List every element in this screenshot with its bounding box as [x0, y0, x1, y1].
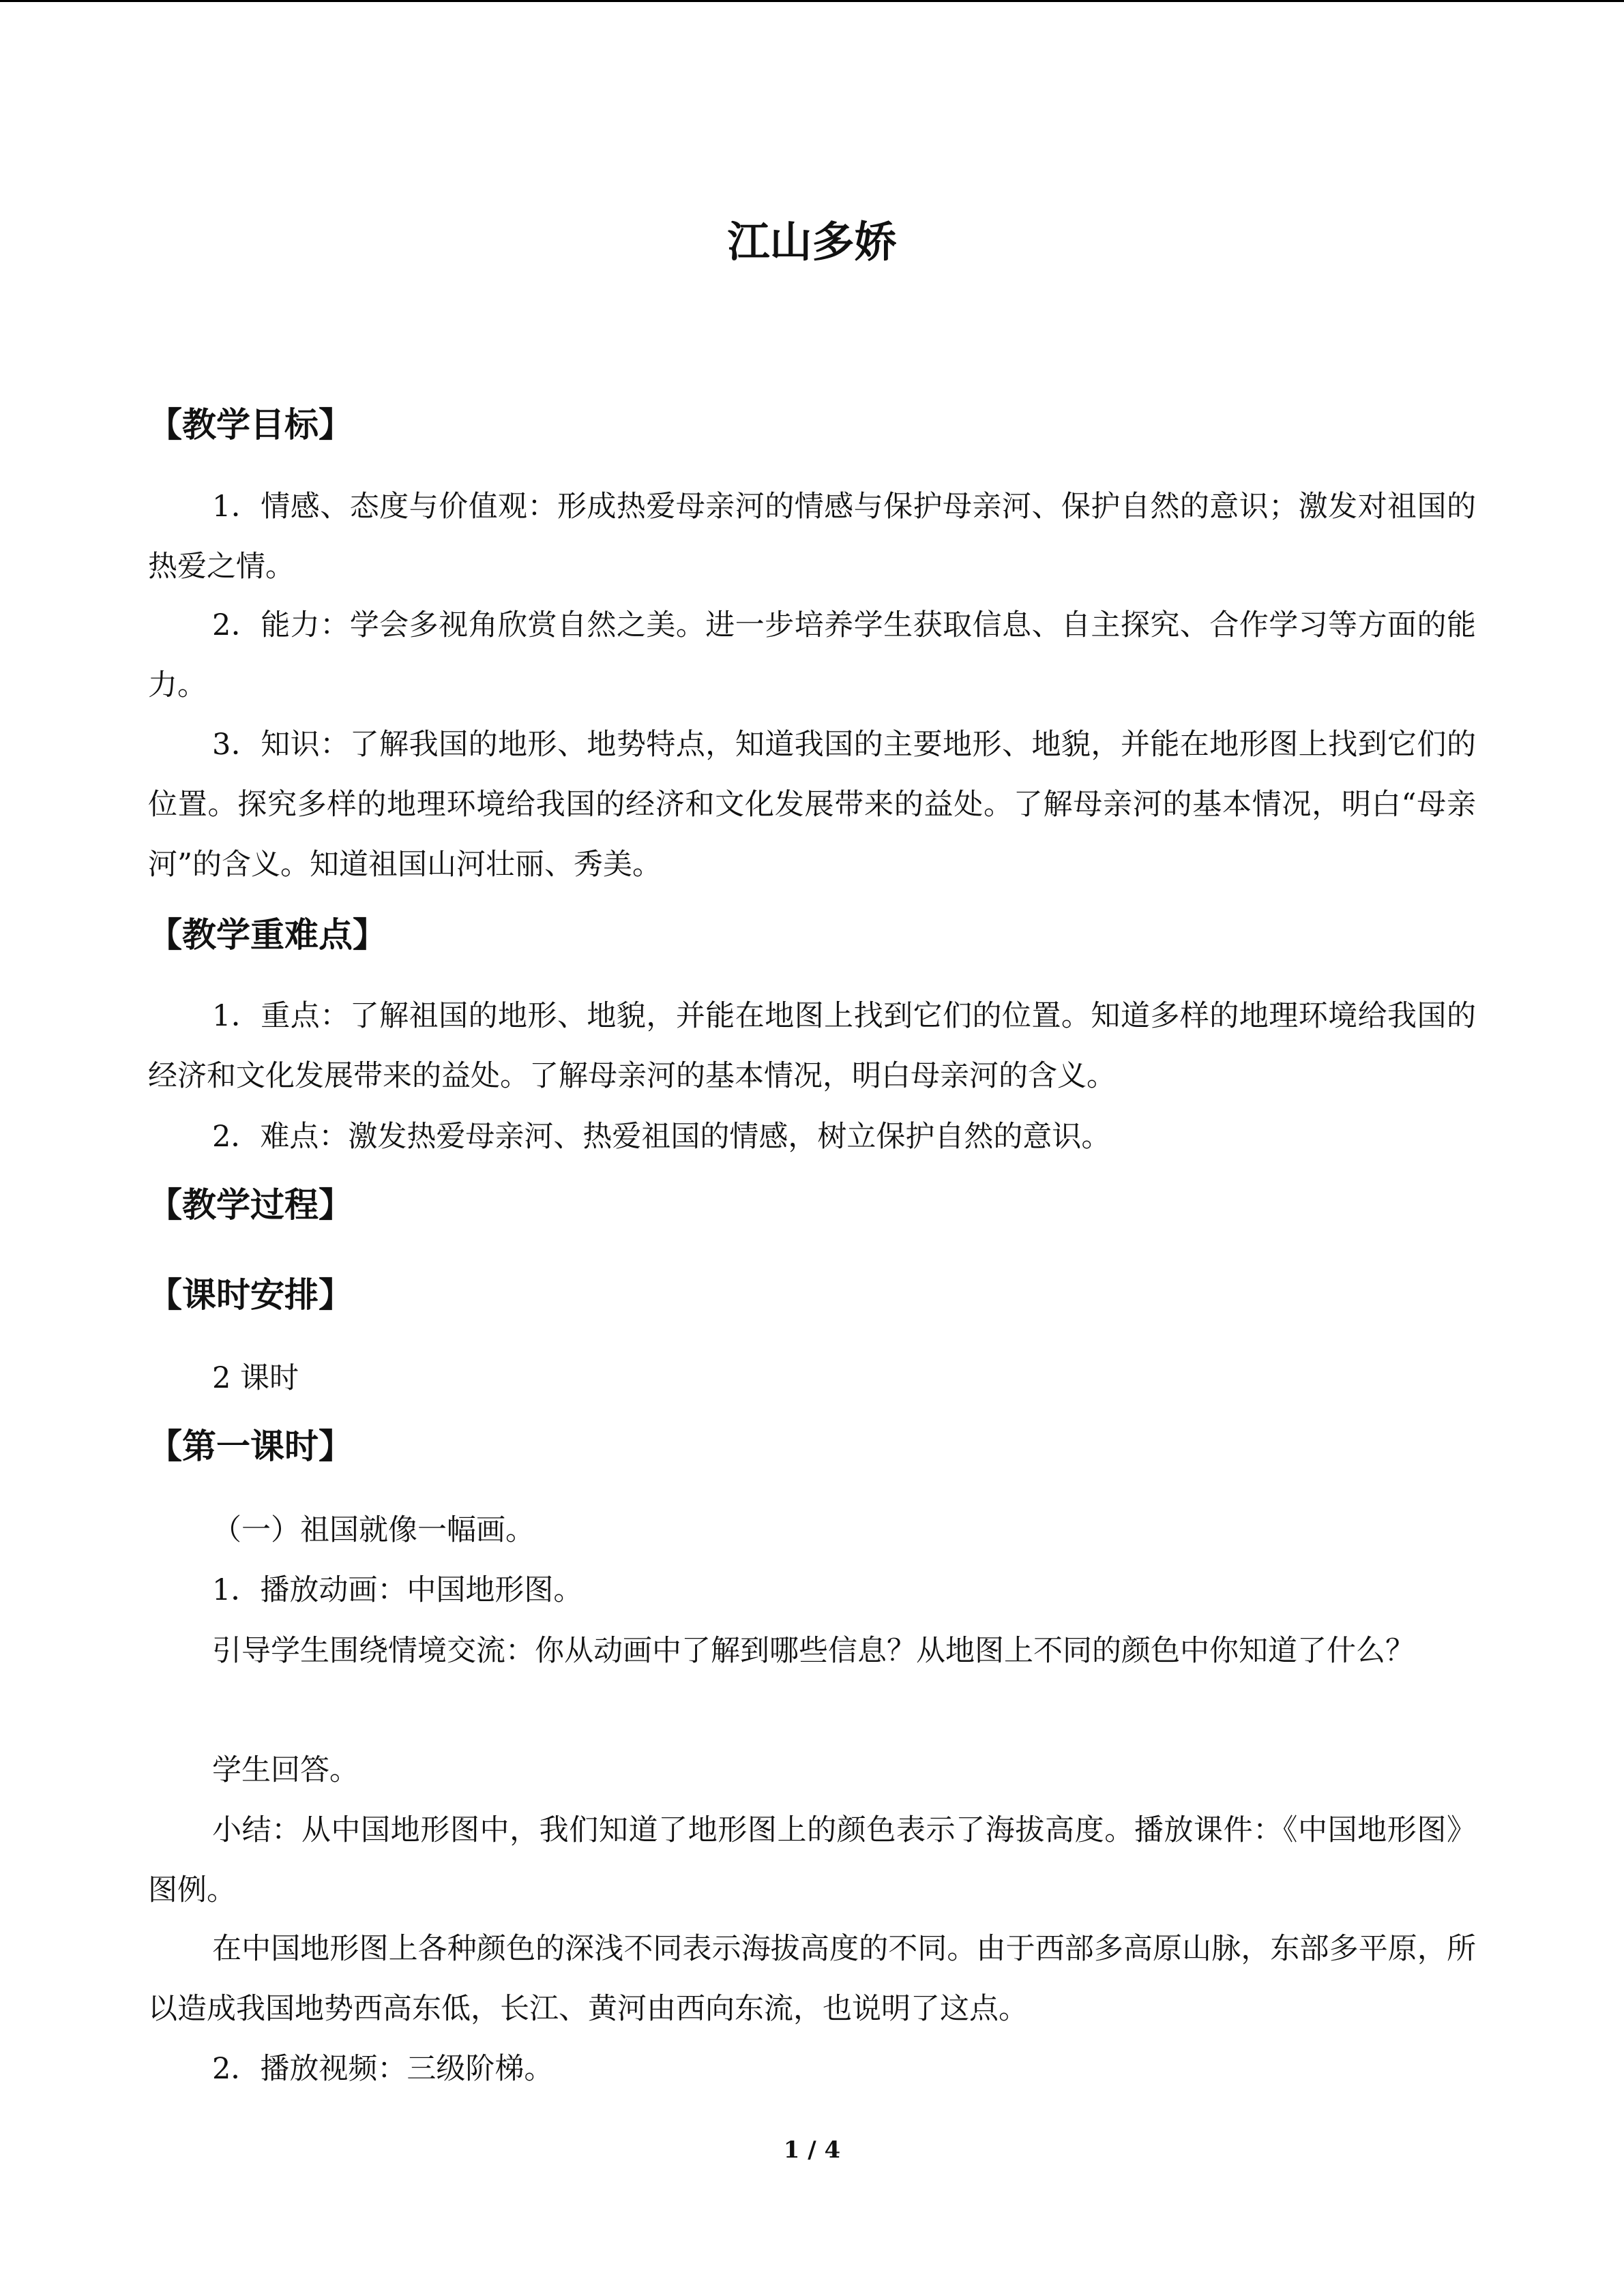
heading-first-lesson: 【第一课时】 [148, 1426, 353, 1466]
lesson-paragraph-2: 1．播放动画：中国地形图。 [212, 1573, 583, 1607]
goal-paragraph-2: 2．能力：学会多视角欣赏自然之美。进一步培养学生获取信息、自主探究、合作学习等方面的能力。 [148, 608, 1476, 702]
heading-key-points: 【教学重难点】 [148, 914, 387, 955]
lesson-paragraph-7: 2．播放视频：三级阶梯。 [212, 2052, 554, 2086]
lesson-paragraph-5: 小结：从中国地形图中，我们知道了地形图上的颜色表示了海拔高度。播放课件：《中国地形图》图例。 [148, 1813, 1476, 1907]
key-point-paragraph-2: 2．难点：激发热爱母亲河、热爱祖国的情感，树立保护自然的意识。 [212, 1120, 1111, 1154]
lesson-paragraph-6: 在中国地形图上各种颜色的深浅不同表示海拔高度的不同。由于西部多高原山脉，东部多平原，所以造成我国地势西高东低，长江、黄河由西向东流，也说明了这点。 [148, 1932, 1476, 2026]
lesson-paragraph-1: （一）祖国就像一幅画。 [212, 1513, 535, 1547]
goal-paragraph-1: 1．情感、态度与价值观：形成热爱母亲河的情感与保护母亲河、保护自然的意识；激发对祖国的热爱之情。 [148, 490, 1476, 584]
heading-teaching-goals: 【教学目标】 [148, 404, 353, 445]
document-page [148, 0, 1476, 2296]
document-title: 江山多娇 [727, 217, 897, 267]
heading-teaching-process: 【教学过程】 [148, 1184, 353, 1225]
goal-paragraph-3: 3．知识：了解我国的地形、地势特点，知道我国的主要地形、地貌，并能在地形图上找到它们的位置。探究多样的地理环境给我国的经济和文化发展带来的益处。了解母亲河的基本情况，明白“母亲河”的含义。知道祖国山河壮丽、秀美。 [148, 728, 1476, 882]
page-number: 1 / 4 [783, 2136, 841, 2164]
lesson-paragraph-3: 引导学生围绕情境交流：你从动画中了解到哪些信息？从地图上不同的颜色中你知道了什么？ [212, 1634, 1415, 1668]
schedule-paragraph: 2 课时 [212, 1361, 299, 1395]
heading-schedule: 【课时安排】 [148, 1274, 353, 1315]
key-point-paragraph-1: 1．重点：了解祖国的地形、地貌，并能在地图上找到它们的位置。知道多样的地理环境给我国的经济和文化发展带来的益处。了解母亲河的基本情况，明白母亲河的含义。 [148, 999, 1476, 1093]
lesson-paragraph-4: 学生回答。 [212, 1753, 359, 1787]
